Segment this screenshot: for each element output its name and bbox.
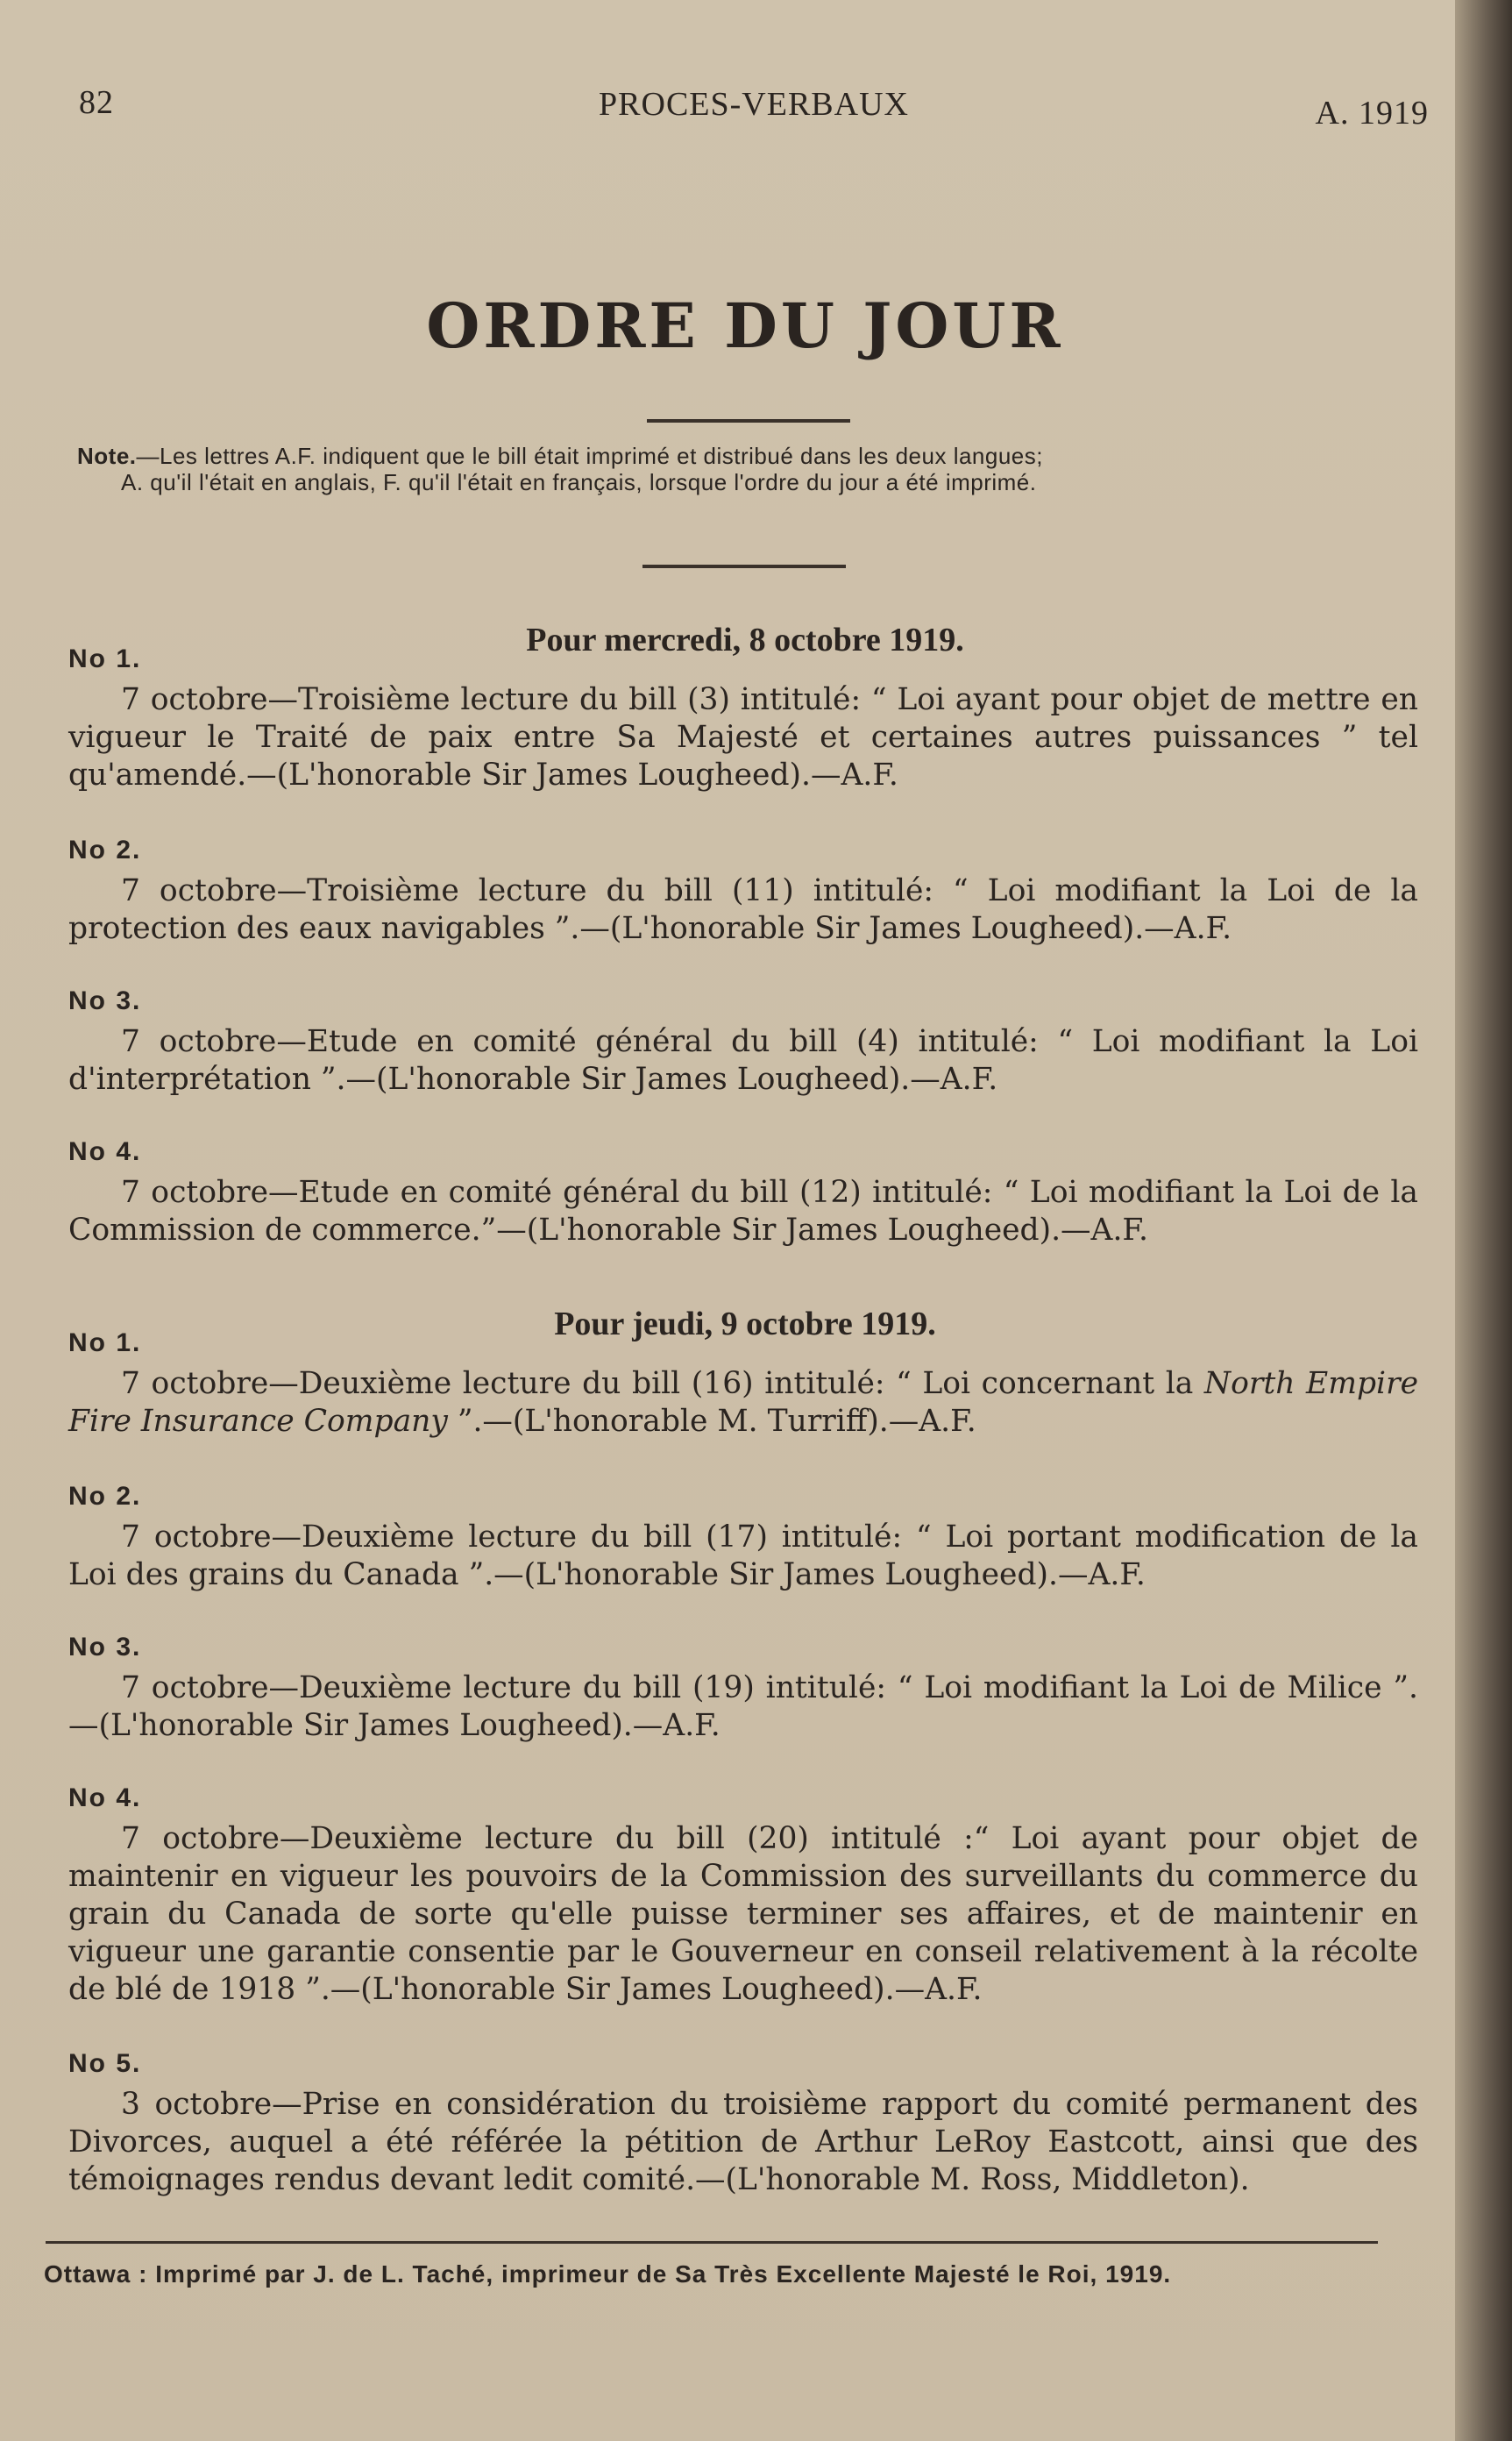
page-number: 82 [79, 84, 114, 121]
item-text-part: 7 octobre—Deuxième lecture du bill (16) intitulé: “ Loi concernant la [121, 1366, 1204, 1401]
year-label: A. 1919 [1315, 95, 1429, 132]
item-number: No 3. [68, 986, 142, 1015]
section-heading-wednesday: Pour mercredi, 8 octobre 1919. [526, 622, 964, 658]
note-text-line-2: A. qu'il l'était en anglais, F. qu'il l'était en français, lorsque l'ordre du jour a été imprimé. [121, 469, 1037, 495]
book-binding-edge [1455, 0, 1512, 2441]
item-text: 7 octobre—Deuxième lecture du bill (17) intitulé: “ Loi portant modification de la Loi des grains du Canada ”.—(L'honorable Sir James Lougheed).—A.F. [68, 1519, 1418, 1592]
footer-divider [46, 2241, 1378, 2244]
item-number: No 5. [68, 2049, 142, 2078]
section-heading-thursday: Pour jeudi, 9 octobre 1919. [554, 1306, 936, 1342]
agenda-item [68, 1328, 1418, 1441]
item-text: 3 octobre—Prise en considération du troisième rapport du comité permanent des Divorces, auquel a été référée la pétition de Arthur LeRoy Eastcott, ainsi que des témoignages rendus devant ledit comité.—(L'honorable M. Ross, Middleton). [68, 2087, 1418, 2197]
agenda-item [68, 1137, 1418, 1249]
item-number: No 4. [68, 1137, 142, 1166]
agenda-item [68, 1633, 1418, 1745]
company-name: North Empire Fire Insurance Company [68, 1366, 1418, 1439]
running-title: PROCES-VERBAUX [599, 86, 909, 123]
agenda-item [68, 836, 1418, 948]
item-text: 7 octobre—Deuxième lecture du bill (19) intitulé: “ Loi modifiant la Loi de Milice ”.—(L'honorable Sir James Lougheed).—A.F. [68, 1670, 1418, 1743]
item-text: 7 octobre—Deuxième lecture du bill (20) intitulé :“ Loi ayant pour objet de maintenir en vigueur les pouvoirs de la Commission des surveillants du commerce du grain du Canada de sorte qu'elle puisse terminer ses affaires, et de maintenir en vigueur une garantie consentie par le Gouverneur en conseil relativement à la récolte de blé de 1918 ”.—(L'honorable Sir James Lougheed).—A.F. [68, 1821, 1418, 2007]
item-text: 7 octobre—Troisième lecture du bill (3) intitulé: “ Loi ayant pour objet de mettre en vigueur le Traité de paix entre Sa Majesté et certaines autres puissances ” tel qu'amendé.—(L'honorable Sir James Lougheed).—A.F. [68, 682, 1418, 793]
page-header [79, 83, 1429, 136]
item-text [68, 1365, 1418, 1441]
agenda-item [68, 644, 1418, 794]
item-text: 7 octobre—Etude en comité général du bill (12) intitulé: “ Loi modifiant la Loi de la Commission de commerce.”—(L'honorable Sir James Lougheed).—A.F. [68, 1175, 1418, 1248]
agenda-item [68, 986, 1418, 1099]
agenda-item [68, 2049, 1418, 2199]
page-title: ORDRE DU JOUR [426, 289, 1064, 362]
item-number: No 3. [68, 1633, 142, 1662]
item-number: No 2. [68, 836, 142, 865]
printer-imprint: Ottawa : Imprimé par J. de L. Taché, imprimeur de Sa Très Excellente Majesté le Roi, 1919. [44, 2260, 1172, 2288]
agenda-item [68, 1783, 1418, 2009]
item-number: No 2. [68, 1482, 142, 1511]
item-text: 7 octobre—Etude en comité général du bill (4) intitulé: “ Loi modifiant la Loi d'interprétation ”.—(L'honorable Sir James Lougheed).—A.F. [68, 1024, 1418, 1097]
item-text: 7 octobre—Troisième lecture du bill (11) intitulé: “ Loi modifiant la Loi de la protection des eaux navigables ”.—(L'honorable Sir James Lougheed).—A.F. [68, 873, 1418, 946]
item-text-part: ”.—(L'honorable M. Turriff).—A.F. [447, 1404, 976, 1439]
note-text-line-1: —Les lettres A.F. indiquent que le bill était imprimé et distribué dans les deux langues; [136, 443, 1043, 469]
title-divider [647, 419, 850, 423]
note-label: Note. [77, 443, 137, 469]
note-divider [642, 565, 846, 568]
item-number: No 1. [68, 1328, 142, 1357]
item-number: No 1. [68, 644, 142, 673]
item-number: No 4. [68, 1783, 142, 1812]
editorial-note [77, 443, 1427, 495]
agenda-item [68, 1482, 1418, 1594]
